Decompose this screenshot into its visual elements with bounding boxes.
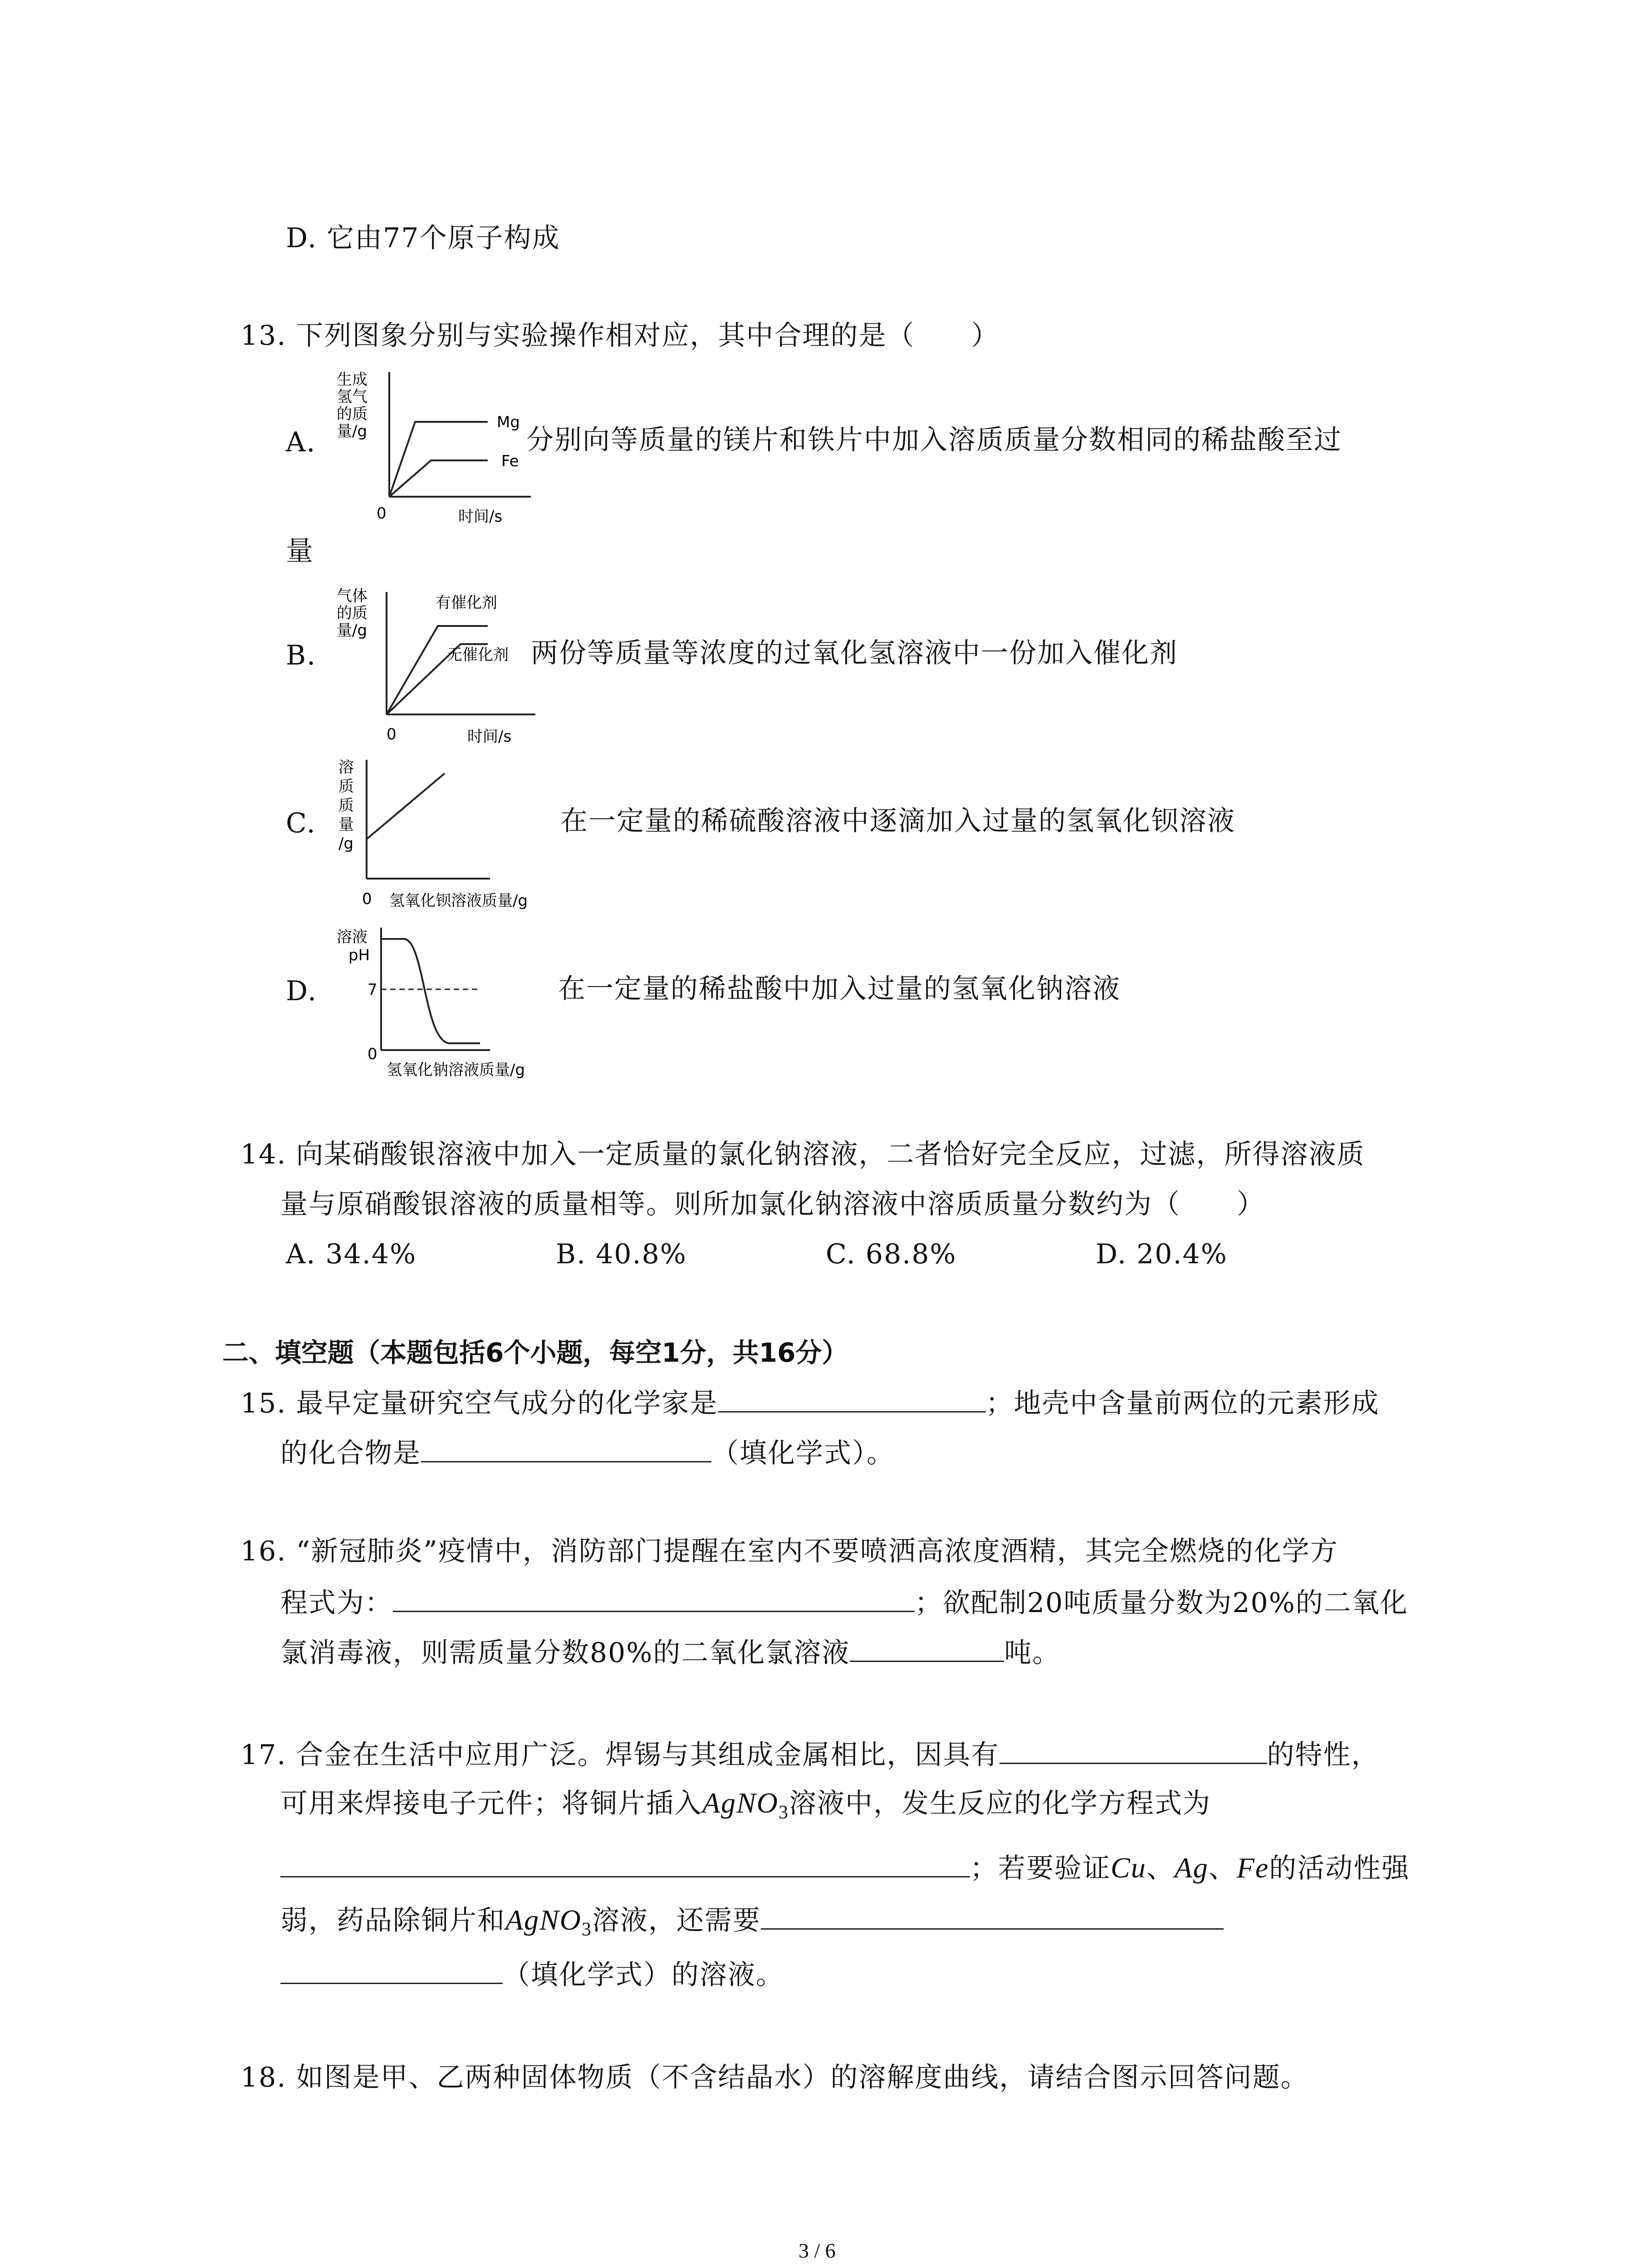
- q13-c-ylabel-2: 质: [338, 777, 354, 796]
- q17-text-2: 的特性，: [1267, 1739, 1380, 1771]
- q15-text-4: （填化学式）。: [711, 1437, 895, 1469]
- q13-c-xlabel: 氢氧化钡溶液质量/g: [389, 892, 528, 910]
- q13-c-ylabel-1: 溶: [338, 758, 354, 777]
- q16-blank-2[interactable]: [850, 1635, 1004, 1662]
- q17-blank-1[interactable]: [999, 1737, 1267, 1764]
- q17-line-2: [280, 1787, 1211, 1828]
- q16-blank-1[interactable]: [393, 1585, 915, 1612]
- q13-d-ylabel-2: pH: [348, 946, 370, 964]
- q15-text-3: 的化合物是: [280, 1437, 421, 1469]
- q13-a-ylabel-1: 生成: [337, 371, 367, 389]
- q13-a-origin: 0: [377, 504, 387, 523]
- q16-line-1: 16. “新冠肺炎”疫情中，消防部门提醒在室内不要喷洒高浓度酒精，其完全燃烧的化学方: [240, 1535, 1338, 1567]
- q13-a-series-mg: Mg: [497, 413, 520, 431]
- q13-a-text: 分别向等质量的镁片和铁片中加入溶质质量分数相同的稀盐酸至过: [526, 424, 1342, 456]
- q17-blank-4[interactable]: [280, 1957, 503, 1984]
- q14-option-b: B. 40.8%: [556, 1238, 687, 1270]
- q13-b-origin: 0: [387, 725, 397, 743]
- q13-c-text: 在一定量的稀硫酸溶液中逐滴加入过量的氢氧化钡溶液: [560, 805, 1235, 837]
- q13-a-ylabel-3: 的质: [337, 405, 367, 423]
- q17-agno3-subscript-2: 3: [582, 1919, 592, 1940]
- q15-text-2: ；地壳中含量前两位的元素形成: [985, 1388, 1380, 1419]
- q13-a-fe-line: [389, 460, 488, 497]
- q13-c-chart: [336, 751, 590, 919]
- q17-text-4: 溶液中，发生反应的化学方程式为: [789, 1788, 1211, 1819]
- q17-text-9: （填化学式）的溶液。: [503, 1959, 784, 1991]
- q13-c-line: [367, 773, 445, 839]
- q17-agno3-formula-2: AgNO: [505, 1904, 582, 1936]
- q13-b-ylabel-3: 量/g: [337, 621, 367, 640]
- q13-a-chart: [336, 367, 540, 531]
- q13-d-xlabel: 氢氧化钠溶液质量/g: [387, 1061, 525, 1079]
- q13-d-label: D.: [286, 975, 318, 1007]
- q16-line-2: [280, 1585, 1408, 1619]
- q13-b-ylabel-2: 的质: [337, 604, 367, 622]
- q17-blank-3[interactable]: [761, 1903, 1224, 1930]
- q14-line-1: 14. 向某硝酸银溶液中加入一定质量的氯化钠溶液，二者恰好完全反应，过滤，所得溶液质: [240, 1139, 1365, 1170]
- q16-text-2: ；欲配制20吨质量分数为20%的二氧化: [915, 1587, 1408, 1619]
- q13-c-ylabel-4: 量: [338, 816, 354, 834]
- section-2-heading: 二、填空题（本题包括6个小题，每空1分，共16分）: [222, 1337, 848, 1368]
- q17-text-5: ；若要验证: [970, 1853, 1111, 1884]
- q17-line-1: [240, 1737, 1380, 1771]
- q17-fe: Fe: [1236, 1852, 1269, 1884]
- q17-line-4: [280, 1903, 1224, 1945]
- q17-text-8: 溶液，还需要: [592, 1905, 761, 1936]
- q13-b-ylabel-1: 气体: [337, 587, 367, 605]
- q17-sep-1: 、: [1146, 1853, 1175, 1884]
- q15-blank-2[interactable]: [421, 1436, 711, 1462]
- q14-line-2: 量与原硝酸银溶液的质量相等。则所加氯化钠溶液中溶质质量分数约为（ ）: [280, 1188, 1265, 1220]
- q13-a-label: A.: [286, 426, 316, 458]
- q13-b-chart: [336, 583, 544, 751]
- q13-b-label: B.: [286, 640, 317, 671]
- q17-text-1: 17. 合金在生活中应用广泛。焊锡与其组成金属相比，因具有: [240, 1739, 999, 1771]
- q13-d-text: 在一定量的稀盐酸中加入过量的氢氧化钠溶液: [558, 973, 1121, 1005]
- q14-option-c: C. 68.8%: [826, 1238, 957, 1270]
- q17-blank-2[interactable]: [280, 1851, 970, 1877]
- q17-text-3: 可用来焊接电子元件；将铜片插入: [280, 1788, 702, 1819]
- q14-option-d: D. 20.4%: [1096, 1238, 1228, 1270]
- q13-a-ylabel-2: 氢气: [337, 388, 367, 406]
- q18-stem: 18. 如图是甲、乙两种固体物质（不含结晶水）的溶解度曲线，请结合图示回答问题。: [240, 2062, 1309, 2093]
- q17-cu: Cu: [1111, 1852, 1146, 1884]
- q13-b-xlabel: 时间/s: [467, 728, 512, 746]
- q13-a-ylabel-4: 量/g: [337, 422, 367, 440]
- q12-option-d: D. 它由77个原子构成: [286, 222, 560, 254]
- q17-ag: Ag: [1174, 1852, 1209, 1884]
- q13-c-ylabel-3: 质: [338, 797, 354, 815]
- q13-b-series-nocatalyst: 无催化剂: [447, 646, 509, 664]
- q13-c-label: C.: [286, 807, 316, 839]
- q17-text-7: 弱，药品除铜片和: [280, 1905, 505, 1936]
- q17-agno3-subscript: 3: [779, 1802, 789, 1823]
- q13-b-text: 两份等质量等浓度的过氧化氢溶液中一份加入催化剂: [531, 637, 1178, 669]
- q15-line-2: [280, 1436, 895, 1469]
- q13-a-xlabel: 时间/s: [458, 508, 503, 526]
- q17-line-5: [280, 1957, 784, 1991]
- q15-blank-1[interactable]: [718, 1386, 986, 1413]
- q17-line-3: [280, 1851, 1410, 1884]
- q14-option-a: A. 34.4%: [286, 1238, 417, 1270]
- q16-text-1: 程式为：: [280, 1587, 393, 1619]
- q13-a-mg-line: [389, 422, 488, 497]
- q15-text-1: 15. 最早定量研究空气成分的化学家是: [240, 1388, 718, 1419]
- q17-sep-2: 、: [1208, 1853, 1237, 1884]
- q13-c-origin: 0: [362, 890, 372, 908]
- q13-a-series-fe: Fe: [501, 452, 519, 470]
- q13-c-ylabel-5: /g: [338, 835, 354, 853]
- q13-d-ref-label: 7: [367, 981, 377, 999]
- q17-text-6: 的活动性强: [1269, 1853, 1410, 1884]
- q13-a-ylabel: [337, 371, 367, 440]
- page-number: 3 / 6: [798, 2239, 836, 2262]
- q13-a-text-cont: 量: [286, 535, 314, 567]
- q13-d-origin: 0: [367, 1045, 377, 1063]
- q15-line-1: [240, 1386, 1380, 1419]
- q13-d-curve: [381, 939, 480, 1043]
- q17-agno3-formula: AgNO: [702, 1787, 779, 1819]
- q13-d-chart: [336, 919, 590, 1086]
- q13-d-ylabel-1: 溶液: [337, 928, 367, 946]
- q16-text-4: 吨。: [1004, 1637, 1061, 1669]
- q13-stem: 13. 下列图象分别与实验操作相对应，其中合理的是（ ）: [240, 320, 999, 352]
- q13-b-series-catalyst: 有催化剂: [436, 594, 497, 612]
- q16-line-3: [280, 1635, 1060, 1669]
- q16-text-3: 氯消毒液，则需质量分数80%的二氧化氯溶液: [280, 1637, 850, 1669]
